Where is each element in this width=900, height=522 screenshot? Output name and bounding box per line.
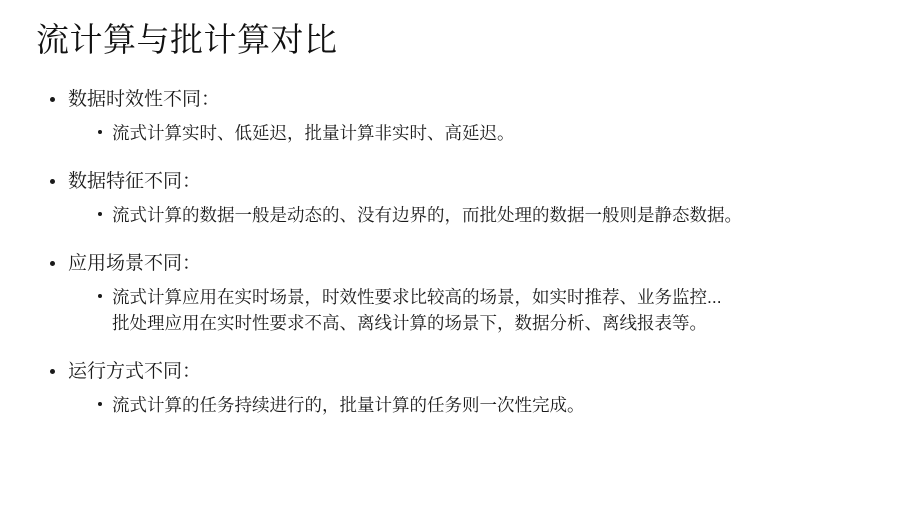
bullet-block (34, 358, 866, 418)
page-title: 流计算与批计算对比 (36, 21, 338, 58)
bullet-level1-label: 应用场景不同： (68, 253, 202, 274)
bullet-list (34, 86, 866, 418)
bullet-level2 (34, 392, 866, 418)
sub-bullet-list (34, 120, 866, 146)
bullet-level1-label: 运行方式不同： (68, 361, 202, 382)
bullet-level1-label: 数据时效性不同： (68, 89, 221, 110)
sub-bullet-dot-icon (98, 294, 102, 298)
sub-bullet-list (34, 284, 866, 336)
bullet-dot-icon (50, 261, 55, 266)
sub-bullet-dot-icon (98, 130, 102, 134)
bullet-dot-icon (50, 97, 55, 102)
bullet-block (34, 86, 866, 146)
bullet-level2 (34, 202, 866, 228)
sub-bullet-list (34, 392, 866, 418)
sub-bullet-dot-icon (98, 212, 102, 216)
sub-bullet-dot-icon (98, 402, 102, 406)
bullet-level1 (34, 250, 866, 278)
bullet-level1 (34, 168, 866, 196)
bullet-level1 (34, 86, 866, 114)
bullet-level2 (34, 284, 866, 336)
bullet-level2-line: 批处理应用在实时性要求不高、离线计算的场景下，数据分析、离线报表等。 (112, 313, 707, 333)
bullet-level2 (34, 120, 866, 146)
sub-bullet-list (34, 202, 866, 228)
bullet-level2-line: 流式计算的数据一般是动态的、没有边界的，而批处理的数据一般则是静态数据。 (112, 205, 742, 225)
bullet-level2-line: 流式计算实时、低延迟，批量计算非实时、高延迟。 (112, 123, 515, 143)
bullet-level1 (34, 358, 866, 386)
bullet-level2-line: 流式计算的任务持续进行的，批量计算的任务则一次性完成。 (112, 395, 585, 415)
bullet-dot-icon (50, 369, 55, 374)
bullet-level1-label: 数据特征不同： (68, 171, 202, 192)
bullet-block (34, 250, 866, 336)
bullet-block (34, 168, 866, 228)
bullet-level2-line: 流式计算应用在实时场景，时效性要求比较高的场景，如实时推荐、业务监控... (112, 287, 722, 307)
bullet-dot-icon (50, 179, 55, 184)
